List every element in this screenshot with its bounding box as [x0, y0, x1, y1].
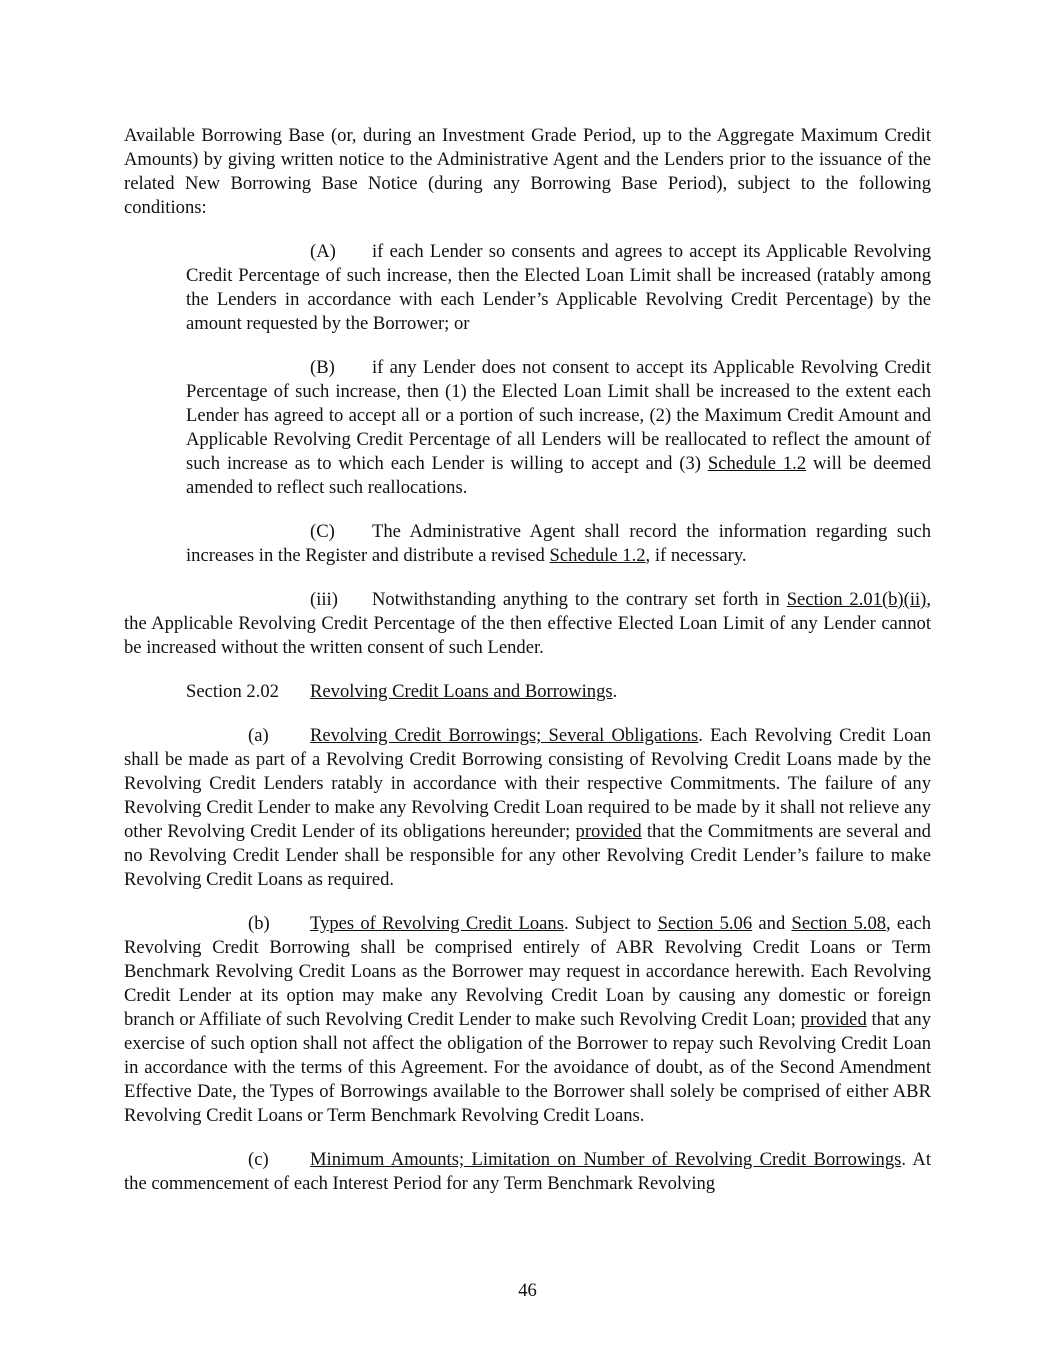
clause-B-text-end: will be deemed amended to reflect such reallocations. — [186, 453, 932, 498]
section-2-01-link[interactable]: Section 2.01(b)(ii) — [786, 589, 927, 610]
document-page — [124, 124, 931, 1196]
schedule-1-2-link-2[interactable]: Schedule 1.2 — [549, 545, 646, 566]
paragraph-b: (b) Types of Revolving Credit Loans. Subject to Section 5.06 and Section 5.08, each Revolving Credit Borrowing shall be comprised entirely of ABR Revolving Credit Loans or Term Benchmark Revolving Credit Loans as the Borrower may request in accordance herewith. Each Revolving Credit Lender at its option may make any Revolving Credit Loan by causing any domestic or foreign branch or Affiliate of such Revolving Credit Lender to make such Revolving Credit Loan; provided that any exercise of such option shall not affect the obligation of the Borrower to repay such Revolving Credit Loan in accordance with the terms of this Agreement. For the avoidance of doubt, as of the Second Amendment Effective Date, the Types of Borrowings available to the Borrower shall solely be comprised of either ABR Revolving Credit Loans or Term Benchmark Revolving Credit Loans. — [124, 913, 931, 1126]
clause-A-label: (A) — [310, 241, 336, 262]
clause-B — [186, 356, 931, 500]
page-number: 46 — [518, 1280, 537, 1301]
paragraph-b-heading: Types of Revolving Credit Loans — [310, 913, 564, 934]
paragraph-c-label: (c) — [248, 1149, 269, 1170]
paragraph-c — [124, 1148, 931, 1196]
clause-A — [186, 240, 931, 336]
clause-iii-text-end: , the Applicable Revolving Credit Percentage of the then effective Elected Loan Limit of any Lender cannot be increased without the written consent of such Lender. — [124, 589, 931, 658]
clause-B-text: if any Lender does not consent to accept its Applicable Revolving Credit Percentage of such increase, then (1) the Elected Loan Limit shall be increased to the extent each Lender has agreed to accept all or a portion of such increase, (2) the Maximum Credit Amount and Applicable Revolving Credit Percentage of all Lenders will be reallocated to reflect the amount of such increase as to which each Lender is willing to accept and (3) — [186, 357, 931, 474]
provided-term: provided — [575, 821, 642, 842]
intro-paragraph: Available Borrowing Base (or, during an Investment Grade Period, up to the Aggregate Maximum Credit Amounts) by giving written notice to the Administrative Agent and the Lenders prior to the issuance of the related New Borrowing Base Notice (during any Borrowing Base Period), subject to the following conditions: — [124, 125, 931, 218]
paragraph-a-label: (a) — [248, 725, 269, 746]
paragraph-b-label: (b) — [248, 913, 270, 934]
clause-C — [186, 520, 931, 568]
provided-term-2: provided — [800, 1009, 867, 1030]
paragraph-c-text: . At the commencement of each Interest Period for any Term Benchmark Revolving — [124, 1149, 931, 1194]
section-5-08-link[interactable]: Section 5.08 — [791, 913, 887, 934]
paragraph-c-heading: Minimum Amounts; Limitation on Number of Revolving Credit Borrowings — [310, 1149, 902, 1170]
clause-A-text: if each Lender so consents and agrees to accept its Applicable Revolving Credit Percentage of such increase, then the Elected Loan Limit shall be increased (ratably among the Lenders in accordance with each Lender’s Applicable Revolving Credit Percentage) by the amount requested by the Borrower; or — [186, 241, 931, 334]
clause-C-text: The Administrative Agent shall record the information regarding such increases in the Register and distribute a revised — [186, 521, 931, 566]
paragraph-a-text: . Each Revolving Credit Loan shall be made as part of a Revolving Credit Borrowing consisting of Revolving Credit Loans made by the Revolving Credit Lenders ratably in accordance with their respective Commitments. The failure of any Revolving Credit Lender to make any Revolving Credit Loan required to be made by it shall not relieve any other Revolving Credit Lender of its obligations hereunder; — [124, 725, 931, 842]
section-title: Revolving Credit Loans and Borrowings — [310, 681, 613, 702]
section-number: Section 2.02 — [186, 681, 279, 702]
section-heading: Section 2.02 Revolving Credit Loans and Borrowings. — [186, 681, 618, 702]
clause-C-label: (C) — [310, 521, 335, 542]
clause-B-label: (B) — [310, 357, 335, 378]
clause-iii-text: Notwithstanding anything to the contrary set forth in — [372, 589, 787, 610]
clause-iii-label: (iii) — [310, 589, 338, 610]
clause-iii — [124, 588, 931, 660]
section-5-06-link[interactable]: Section 5.06 — [657, 913, 753, 934]
clause-C-text-end: , if necessary. — [645, 545, 747, 566]
paragraph-a — [124, 724, 931, 892]
schedule-1-2-link[interactable]: Schedule 1.2 — [707, 453, 807, 474]
paragraph-a-heading: Revolving Credit Borrowings; Several Obligations — [310, 725, 699, 746]
paragraph-a-text-end: that the Commitments are several and no Revolving Credit Lender shall be responsible for any other Revolving Credit Lender’s failure to make Revolving Credit Loans as required. — [124, 821, 931, 890]
